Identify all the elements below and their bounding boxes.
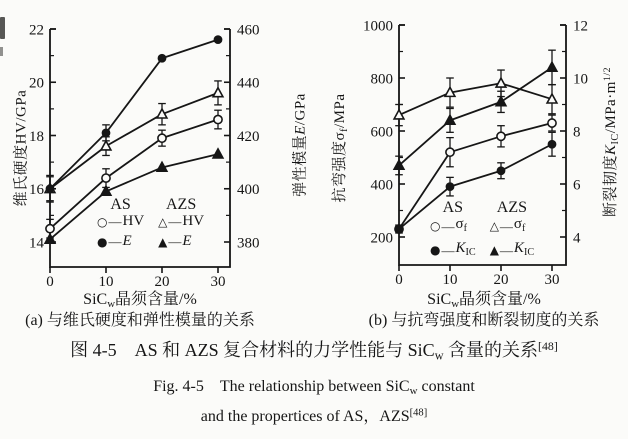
chart-b-ylabel-right: 断裂韧度$K_{IC}/MPa\cdot m^{1/2}$ (602, 66, 621, 218)
axis-tick-label: 4 (573, 230, 581, 247)
triangle-open-icon: △ (158, 214, 168, 229)
axis-tick-label: 14 (29, 235, 44, 252)
legend-dash: — (499, 218, 513, 234)
legend-dash: — (441, 242, 455, 258)
legend-column (490, 200, 534, 261)
circle-filled-marker (395, 225, 403, 233)
legend-item (158, 233, 204, 250)
chart-b-legend (430, 200, 534, 261)
chart-panel-a (0, 0, 314, 332)
triangle-open-marker (496, 78, 506, 87)
legend-column (97, 197, 144, 250)
circle-filled-marker (214, 36, 222, 44)
series-a-as-e (46, 36, 222, 202)
legend-dash: — (499, 242, 513, 258)
chart-a-caption: (a) 与维氏硬度和弹性模量的关系 (25, 312, 255, 329)
legend-dash: — (108, 234, 122, 249)
axis-tick-label: 600 (370, 124, 393, 141)
axis-tick-label: 380 (237, 235, 260, 252)
triangle-open-marker (213, 88, 223, 97)
circle-filled-marker (497, 167, 505, 175)
legend-item (430, 240, 476, 261)
circle-filled-marker (46, 185, 54, 193)
circle-open-marker (158, 134, 166, 142)
axis-tick-label: 30 (210, 274, 226, 290)
axis-tick-label: 400 (237, 182, 260, 198)
circle-open-icon: ○ (430, 219, 441, 234)
circle-open-marker (214, 115, 222, 123)
axis-tick-label: 20 (493, 272, 509, 288)
axis-tick-label: 20 (154, 274, 170, 290)
circle-filled-icon: ● (97, 234, 108, 249)
axis-tick-label: 10 (98, 274, 114, 290)
triangle-filled-icon: ▲ (489, 243, 499, 258)
axis-tick-label: 440 (237, 75, 260, 92)
legend-header: AS (110, 196, 131, 213)
legend-item (97, 213, 144, 230)
chart-b-ylabel-left: 抗弯强度$\sigma_f$/MPa (332, 93, 350, 203)
chart-panel-b (314, 0, 628, 332)
legend-item (490, 240, 534, 261)
series-b-azs-σf (394, 70, 557, 126)
chart-a-xlabel: SiC$_w$晶须含量/% (83, 291, 197, 311)
circle-filled-marker (158, 54, 166, 62)
legend-item (158, 213, 204, 230)
legend-dash: — (168, 214, 182, 229)
triangle-open-marker (101, 141, 111, 150)
axis-tick-label: 420 (237, 128, 260, 145)
triangle-filled-icon: ▲ (158, 234, 168, 249)
chart-b-caption: (b) 与抗弯强度和断裂韧度的关系 (368, 312, 600, 329)
legend-item (490, 216, 534, 237)
legend-column (430, 200, 476, 261)
axis-tick-label: 18 (29, 128, 44, 145)
chart-a-ylabel-right: 弹性模量E/GPa (292, 93, 309, 197)
axis-tick-label: 8 (573, 124, 581, 141)
legend-dash: — (441, 218, 455, 234)
legend-dash: — (108, 214, 122, 229)
legend-label: E (122, 233, 132, 249)
triangle-open-icon: △ (489, 219, 499, 234)
axis-tick-label: 22 (29, 22, 44, 39)
triangle-filled-marker (496, 97, 506, 106)
axis-tick-label: 6 (573, 177, 581, 194)
axis-tick-label: 20 (29, 75, 44, 92)
circle-filled-icon: ● (430, 243, 441, 258)
figure-caption-en-line2: and the propertices of AS，AZS[48] (200, 407, 428, 425)
legend-label: HV (182, 213, 205, 229)
circle-open-marker (497, 132, 505, 140)
chart-a-legend (97, 197, 204, 250)
legend-header: AZS (496, 199, 528, 216)
circle-open-marker (46, 225, 54, 233)
circle-filled-marker (446, 183, 454, 191)
chart-b-xlabel: SiC$_w$晶须含量/% (427, 291, 541, 311)
legend-label: $K_{IC}$ (513, 239, 535, 258)
axis-tick-label: 30 (544, 272, 560, 288)
triangle-filled-marker (547, 62, 557, 71)
legend-header: AS (442, 199, 464, 216)
axis-tick-label: 800 (370, 71, 393, 88)
series-a-azs-hv (45, 81, 223, 201)
axis-tick-label: 200 (370, 230, 393, 247)
axis-tick-label: 1000 (363, 18, 393, 35)
legend-header: AZS (165, 196, 197, 213)
legend-item (430, 216, 476, 237)
legend-dash: — (168, 234, 182, 249)
series-b-azs-kic (394, 50, 557, 175)
circle-open-marker (102, 174, 110, 182)
axis-tick-label: 12 (573, 18, 588, 35)
axis-tick-label: 10 (573, 71, 588, 88)
circle-open-marker (548, 119, 556, 127)
circle-open-icon: ○ (97, 214, 108, 229)
axis-tick-label: 460 (237, 22, 260, 39)
legend-label: HV (122, 213, 145, 229)
legend-label: $K_{IC}$ (455, 239, 476, 258)
circle-filled-marker (548, 140, 556, 148)
legend-label: $\sigma_f$ (513, 216, 526, 234)
axis-tick-label: 400 (370, 177, 393, 194)
triangle-filled-marker (213, 149, 223, 158)
legend-column (158, 197, 204, 250)
figure-caption-zh: 图 4-5 AS 和 AZS 复合材料的力学性能与 SiC$_w$ 含量的关系[48] (70, 339, 558, 363)
circle-open-marker (446, 148, 454, 156)
axis-tick-label: 16 (29, 182, 44, 198)
circle-filled-marker (102, 129, 110, 137)
axis-tick-label: 0 (395, 272, 403, 288)
axis-tick-label: 10 (442, 272, 458, 288)
figure-caption-en-line1: Fig. 4-5 The relationship between SiC$_w$ constant (153, 378, 475, 398)
legend-label: E (182, 233, 192, 249)
chart-a-ylabel-left: 维氏硬度HV/GPa (13, 89, 30, 207)
legend-item (97, 233, 144, 250)
legend-label: $\sigma_f$ (455, 216, 467, 234)
axis-tick-label: 0 (46, 274, 54, 290)
